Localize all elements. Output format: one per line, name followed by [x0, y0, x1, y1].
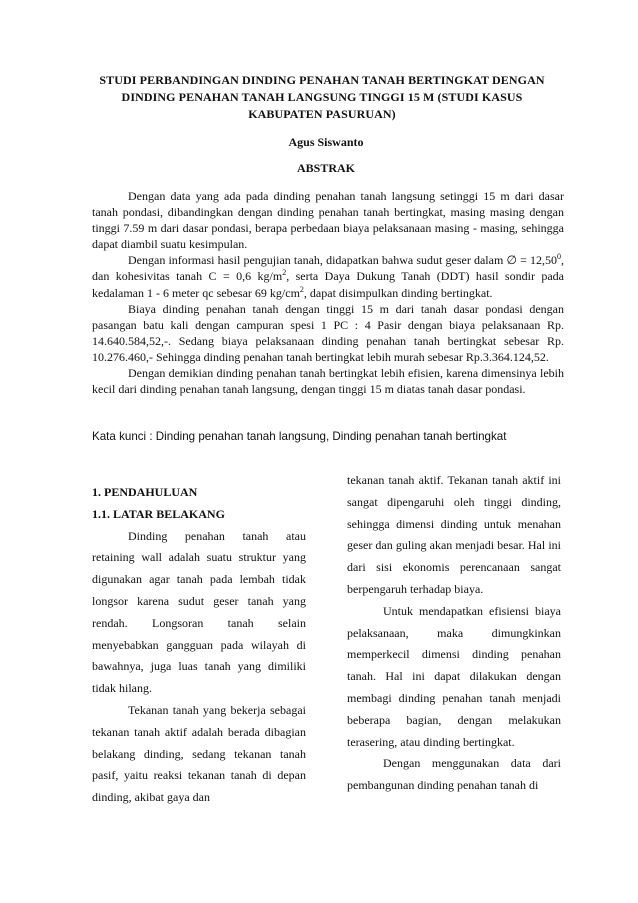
abstract-p2-text-c: , serta Daya Dukung Tanah (DDT) hasil sondir pada kedalaman 1 - 6 meter qc sebesar 69 kg/cm	[92, 269, 564, 300]
section-heading: 1. PENDAHULUAN	[92, 485, 198, 499]
abstract-body	[92, 188, 564, 397]
right-paragraph-1: tekanan tanah aktif. Tekanan tanah aktif ini sangat dipengaruhi oleh tinggi dinding, sehingga dimensi dinding untuk menahan geser dan guling akan menjadi besar. Hal ini dari sisi ekonomis perencanaan sangat berpengaruh terhadap biaya.	[347, 473, 561, 596]
left-paragraph-1: Dinding penahan tanah atau retaining wall adalah suatu struktur yang digunakan agar tanah pada lembah tidak longsor karena sudut geser tanah yang rendah. Longsoran tanah selain menyebabkan gangguan pada wilayah di bawahnya, juga luas tanah yang dimiliki tidak hilang.	[92, 528, 306, 696]
abstract-paragraph-3: Biaya dinding penahan tanah dengan tinggi 15 m dari tanah dasar pondasi dengan pasangan batu kali dengan campuran spesi 1 PC : 4 Pasir dengan biaya pelaksanaan Rp. 14.640.584,52,-. Sedang biaya pelaksanaan dinding penahan tanah bertingkat sebesar Rp. 10.276.460,- Sehingga dinding penahan tanah bertingkat lebih murah sebesar Rp.3.364.124,52.	[92, 301, 564, 364]
abstract-p2-text-b: , dan kohesivitas tanah C = 0,6 kg/m	[92, 253, 564, 284]
abstract-paragraph-4: Dengan demikian dinding penahan tanah bertingkat lebih efisien, karena dimensinya lebih kecil dari dinding penahan tanah langsung, dengan tinggi 15 m diatas tanah dasar pondasi.	[92, 366, 564, 397]
abstract-p2-superscript-2: 2	[282, 268, 287, 278]
right-paragraph-2: Untuk mendapatkan efisiensi biaya pelaksanaan, maka dimungkinkan memperkecil dimensi dinding penahan tanah. Hal ini dapat dilakukan dengan membagi dinding penahan tanah menjadi beberapa bagian, dengan melakukan terasering, atau dinding bertingkat.	[347, 603, 561, 749]
abstract-heading: ABSTRAK	[296, 161, 355, 175]
body-column-left	[92, 482, 306, 809]
paper-title: STUDI PERBANDINGAN DINDING PENAHAN TANAH BERTINGKAT DENGAN DINDING PENAHAN TANAH LANGSUNG TINGGI 15 M (STUDI KASUS KABUPATEN PASURUAN)	[99, 73, 545, 121]
author-name: Agus Siswanto	[288, 135, 364, 149]
abstract-p2-superscript-1: 0	[557, 252, 561, 262]
abstract-p2-superscript-3: 2	[299, 284, 304, 294]
body-column-right	[347, 470, 561, 797]
left-paragraph-2: Tekanan tanah yang bekerja sebagai tekanan tanah aktif adalah berada dibagian belakang dinding, sedang tekanan tanah pasif, yaitu reaksi tekanan tanah di depan dinding, akibat gaya dan	[92, 702, 306, 805]
keywords: Kata kunci : Dinding penahan tanah langsung, Dinding penahan tanah bertingkat	[92, 430, 507, 443]
abstract-p2-text-a: Dengan informasi hasil pengujian tanah, didapatkan bahwa sudut geser dalam ∅ = 12,50	[128, 253, 557, 268]
abstract-p2-text-d: , dapat disimpulkan dinding bertingkat.	[303, 285, 493, 300]
abstract-paragraph-1: Dengan data yang ada pada dinding penahan tanah langsung setinggi 15 m dari dasar tanah pondasi, dibandingkan dengan dinding penahan tanah bertingkat, masing masing dengan tinggi 7.59 m dari dasar pondasi, berapa perbedaan biaya pelaksanaan masing - masing, sehingga dapat diambil suatu kesimpulan.	[92, 189, 564, 252]
abstract-paragraph-2	[92, 252, 564, 300]
subsection-heading: 1.1. LATAR BELAKANG	[92, 506, 225, 521]
right-paragraph-3: Dengan menggunakan data dari pembangunan dinding penahan tanah di	[347, 756, 561, 793]
